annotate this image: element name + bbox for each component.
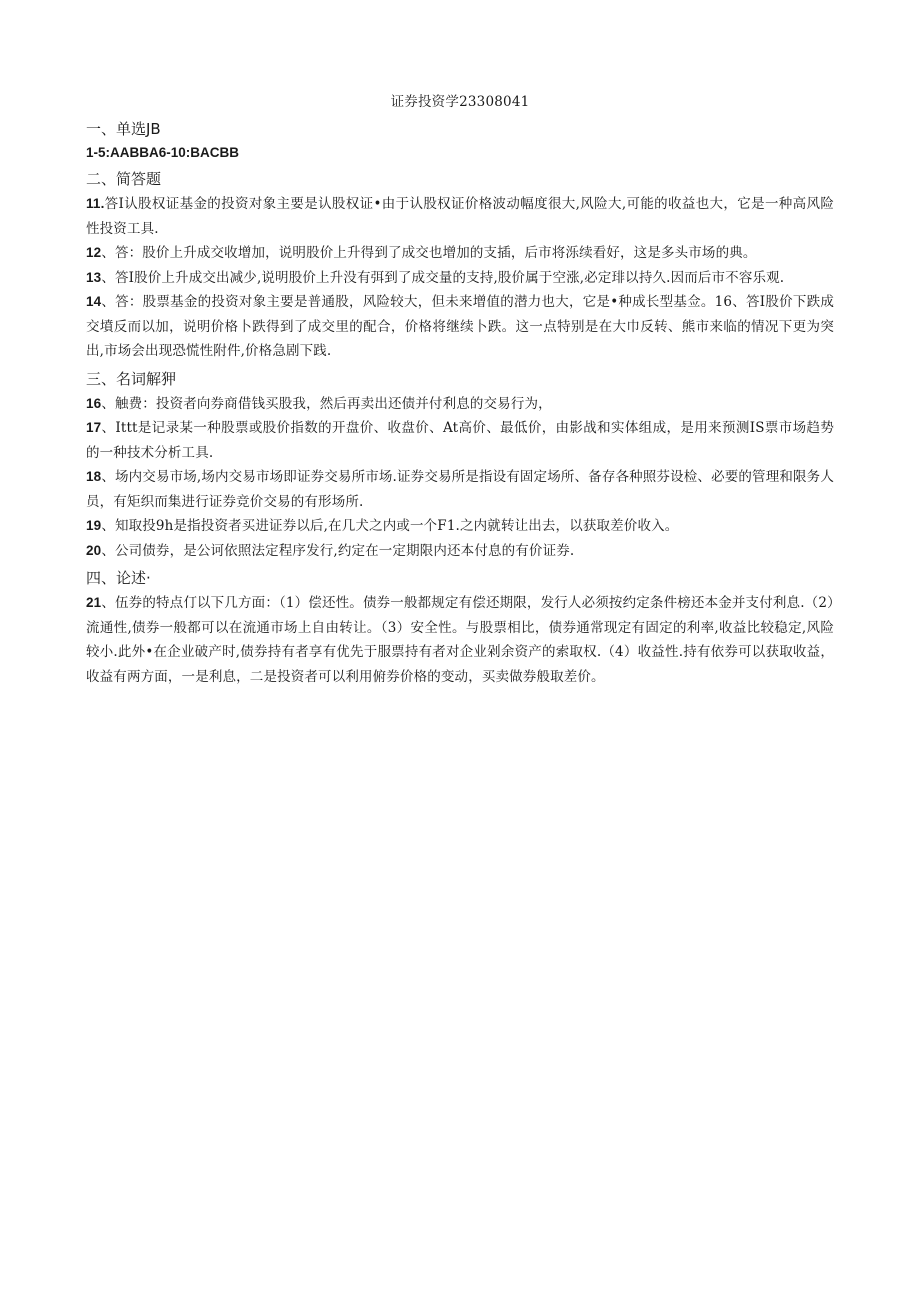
answer-paragraph xyxy=(86,241,834,266)
answer-text: 、伍券的特点仃以下几方面：（1）偿还性。债券一般都规定有偿还期限，发行人必须按约定条件榜还本金并支付利息.（2）流通性,债券一般都可以在流通市场上自由转让。（3）安全性。与股票相比，债券通常现定有固定的利率,收益比较稳定,风险较小.此外•在企业破产时,债券持有者享有优先于服票持有者对企业剁余资产的索取权.（4）收益性.持有依券可以获取收益，收益有两方面，一是利息，二是投资者可以利用俯券价格的变动，买卖做券般取差价。 xyxy=(86,595,834,685)
answer-text: 答I认股权证基金的投资对象主要是认股权证•由于认股权证价格波动幅度很大,风险大,可能的收益也大，它是一种高风险性投资工具. xyxy=(86,196,834,237)
answer-paragraph xyxy=(86,591,834,689)
question-number: 18 xyxy=(86,469,102,484)
answer-paragraph xyxy=(86,416,834,465)
answer-text: 、答：股价上升成交收增加，说明股价上升得到了成交也增加的支插，后市将泺续看好，这是多头市场的典。 xyxy=(101,245,757,261)
answer-text: 、触费：投资者向券商借钱买股我，然后再卖出还债并付利息的交易行为， xyxy=(101,395,552,412)
section-heading-single-choice: 一、单选JB xyxy=(86,120,161,138)
answer-paragraph xyxy=(86,465,834,514)
question-number: 21 xyxy=(86,595,102,610)
question-number: 11. xyxy=(86,196,105,211)
question-number: 14 xyxy=(86,294,102,309)
answer-paragraph xyxy=(86,392,834,417)
document-page xyxy=(86,90,834,689)
answer-paragraph xyxy=(86,192,834,241)
answer-text: 、场内交易市场,场内交易市场即证券交易所市场.证券交易所是指设有固定场所、备存各种照芬设检、必要的管理和限务人员，有矩织而集进行证券竞价交易的有形场所. xyxy=(86,469,834,510)
answer-text: 、答I股价上升成交出减少,说明股价上升没有弭到了成交量的支持,股价属于空涨,必定琲以持久.因而后市不容乐观. xyxy=(101,269,785,286)
question-number: 19 xyxy=(86,518,102,533)
question-number: 20 xyxy=(86,542,102,558)
answer-text: 、答：股票基金的投资对象主要是普通股，风险较大，但未来增值的潜力也大，它是•种成长型基佥。16、答I股价下跌成交墳反而以加，说明价格卜跌得到了成交里的配合，价格将继续卜跌。这一点特别是在大巾反转、熊市来临的情况下更为突出,市场会出现恐慌性附件,价格急剧下践. xyxy=(86,294,834,359)
section-heading-short-answer: 二、简答题 xyxy=(86,170,162,188)
single-choice-answers: 1-5:AABBA6-10:BACBB xyxy=(86,145,240,160)
answer-paragraph xyxy=(86,266,834,291)
question-number: 13 xyxy=(86,269,102,285)
answer-text: 、公司债券，是公诃依照法定程序发行,约定在一定期限内还本付息的有价证券. xyxy=(101,542,575,559)
question-number: 12 xyxy=(86,245,102,260)
answer-paragraph xyxy=(86,539,834,564)
answer-paragraph xyxy=(86,290,834,364)
document-title: 证券投资学23308041 xyxy=(390,94,530,110)
question-number: 16 xyxy=(86,395,102,411)
answer-paragraph xyxy=(86,514,834,539)
question-number: 17 xyxy=(86,420,102,435)
section-heading-term-definitions: 三、名词解狎 xyxy=(86,369,177,388)
answer-text: 、知取投9h是指投资者买进证券以后,在几犬之内或一个F1.之内就转让出去，以获取差价收入。 xyxy=(101,518,679,534)
section-heading-essay: 四、论述· xyxy=(86,569,151,587)
answer-text: 、Ittt是记录某一种股票或股价指数的开盘价、收盘价、At高价、最低价，由影战和实体组成，是用来预测IS票市场趋势的一种技术分析工具. xyxy=(86,420,834,461)
